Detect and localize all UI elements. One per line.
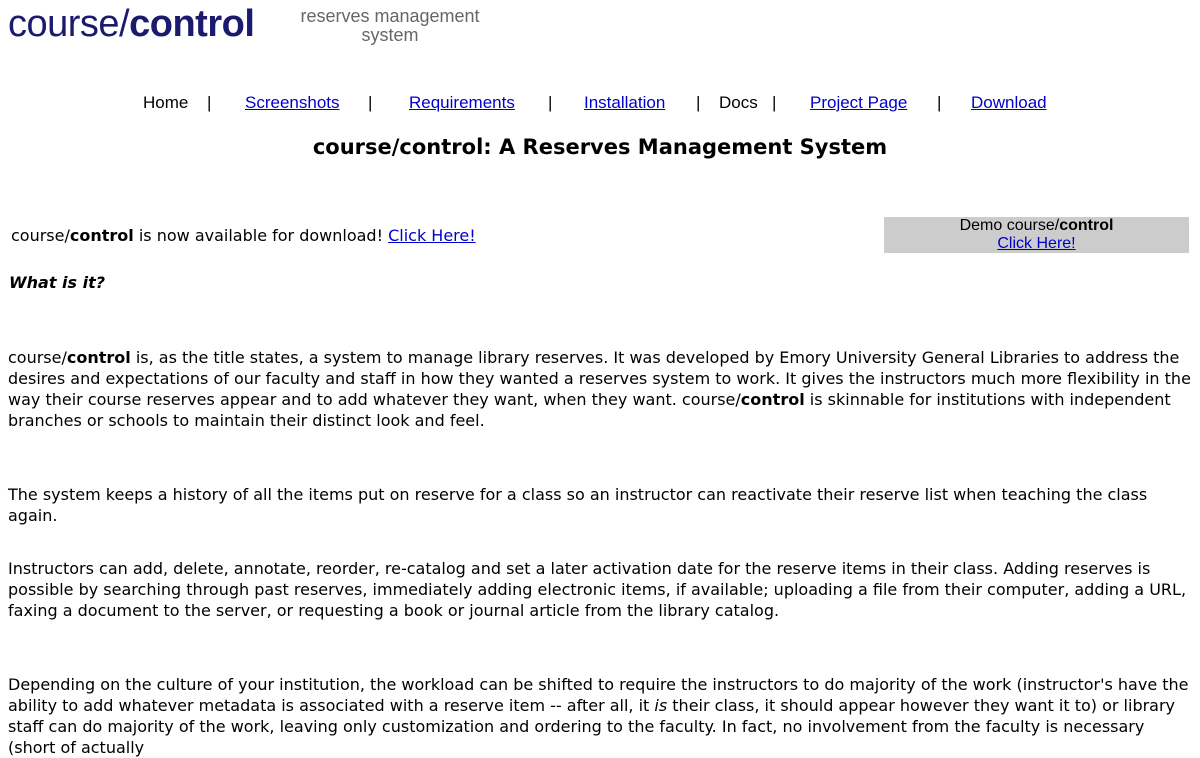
top-nav	[0, 93, 1200, 115]
demo-box	[884, 217, 1189, 253]
nav-download-link[interactable]: Download	[971, 93, 1047, 112]
logo-wordmark: course/control	[8, 3, 255, 45]
nav-screenshots-link[interactable]: Screenshots	[245, 93, 340, 112]
download-announcement: course/control is now available for download! Click Here!	[11, 226, 476, 245]
nav-docs: Docs	[719, 93, 758, 112]
nav-separator: |	[548, 93, 553, 112]
nav-separator: |	[368, 93, 373, 112]
instructors-paragraph: Instructors can add, delete, annotate, reorder, re-catalog and set a later activation date for the reserve items in their class. Adding reserves is possible by searching through past reserves, immediately adding electronic items, if available; uploading a file from their computer, adding a URL, faxing a document to the server, or requesting a book or journal article from the library catalog.	[8, 559, 1187, 620]
nav-separator: |	[937, 93, 942, 112]
page-title: course/control: A Reserves Management System	[312, 135, 888, 159]
nav-separator: |	[207, 93, 212, 112]
nav-home: Home	[143, 93, 189, 112]
demo-label: Demo course/control	[959, 217, 1114, 234]
demo-click-here-link[interactable]: Click Here!	[997, 235, 1076, 252]
history-paragraph: The system keeps a history of all the items put on reserve for a class so an instructor can reactivate their reserve list when teaching the class again.	[8, 485, 1148, 525]
nav-installation-link[interactable]: Installation	[584, 93, 666, 112]
nav-separator: |	[696, 93, 701, 112]
nav-project-page-link[interactable]: Project Page	[810, 93, 908, 112]
nav-separator: |	[772, 93, 777, 112]
intro-paragraph: course/control is, as the title states, a system to manage library reserves. It was developed by Emory University General Libraries to address the desires and expectations of our faculty and staff in how they wanted a reserves system to work. It gives the instructors much more flexibility in the way their course reserves appear and to add whatever they want, when they want. course/control is skinnable for institutions with independent branches or schools to maintain their distinct look and feel.	[8, 348, 1191, 430]
logo-subtitle: reserves management system	[300, 6, 480, 45]
download-click-here-link[interactable]: Click Here!	[388, 226, 476, 245]
section-heading: What is it?	[9, 273, 106, 292]
nav-requirements-link[interactable]: Requirements	[409, 93, 515, 112]
workload-paragraph: Depending on the culture of your institution, the workload can be shifted to require the instructors to do majority of the work (instructor's have the ability to add whatever metadata is associated with a reserve item -- after all, it is their class, it should appear however they want it to) or library staff can do majority of the work, leaving only customization and ordering to the faculty. In fact, no involvement from the faculty is necessary (short of actually	[8, 675, 1189, 757]
